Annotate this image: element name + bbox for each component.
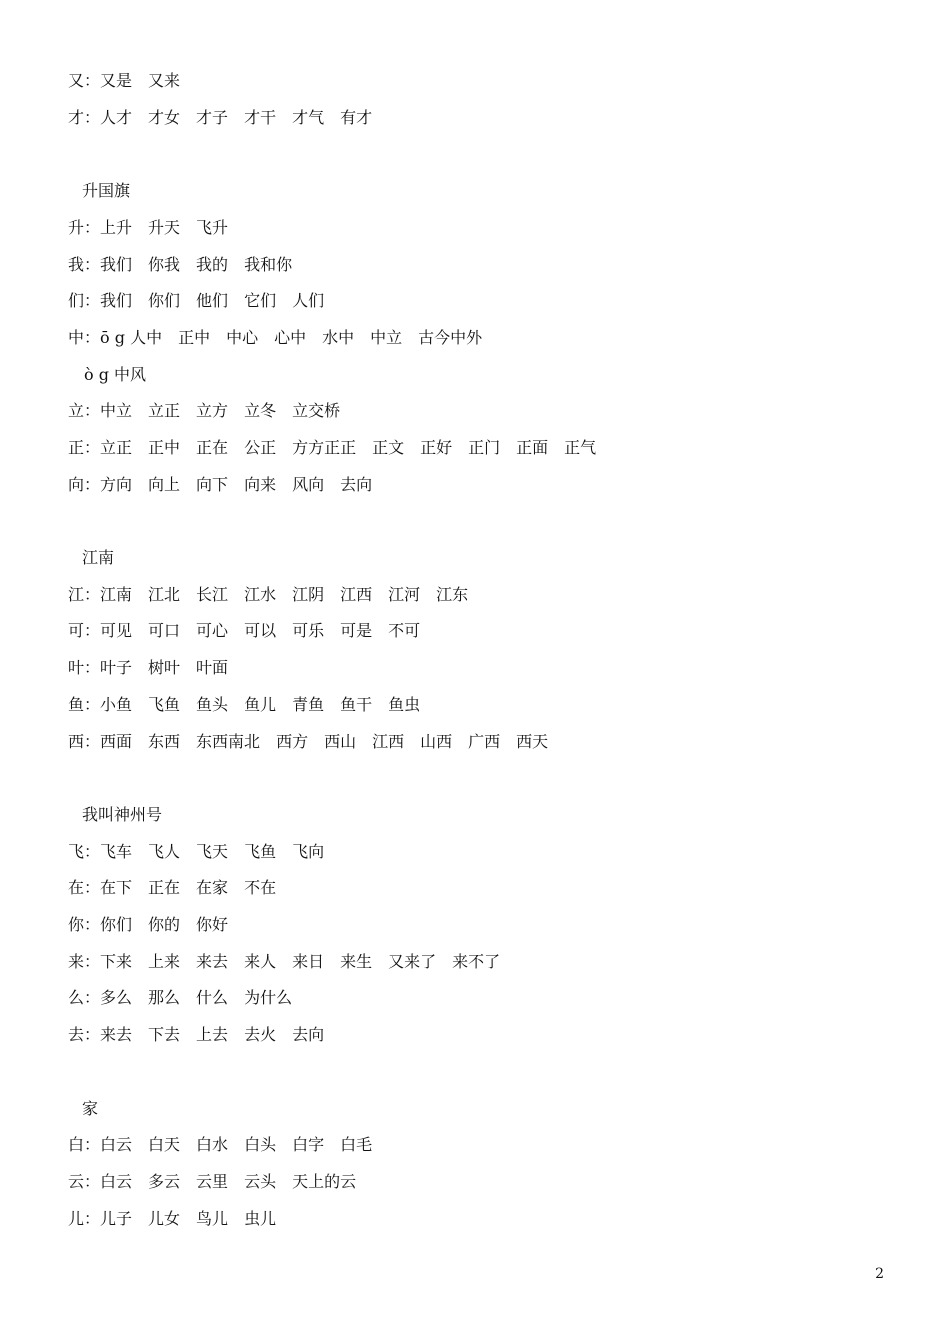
vocab-entry <box>68 1171 372 1193</box>
vocab-entry <box>68 254 308 276</box>
vocab-word: 上来 <box>148 952 181 971</box>
vocab-word: 江阴 <box>292 585 325 604</box>
entry-head-char: 么： <box>68 988 101 1007</box>
vocab-word: 飞向 <box>292 842 325 861</box>
vocab-word: 正中 <box>148 438 181 457</box>
vocab-word: 云头 <box>244 1172 277 1191</box>
vocab-word: 山西 <box>420 732 453 751</box>
vocab-word: 江水 <box>244 585 277 604</box>
page-number: 2 <box>875 1266 884 1282</box>
vocab-entry <box>68 914 244 936</box>
entry-head-char: 西： <box>68 732 101 751</box>
vocab-word: 立正 <box>100 438 133 457</box>
vocab-word: 飞鱼 <box>148 695 181 714</box>
vocab-entry <box>68 107 388 129</box>
vocab-word: 不可 <box>388 621 421 640</box>
vocab-word: 白水 <box>196 1135 229 1154</box>
vocab-word: 公正 <box>244 438 277 457</box>
entry-head-char: 向： <box>68 475 101 494</box>
vocab-word: 飞天 <box>196 842 229 861</box>
vocab-word: 树叶 <box>148 658 181 677</box>
vocab-entry <box>68 1134 388 1156</box>
vocab-word: 上去 <box>196 1025 229 1044</box>
vocab-word: 飞车 <box>100 842 133 861</box>
vocab-word: 儿子 <box>100 1209 133 1228</box>
vocab-word: 东西 <box>148 732 181 751</box>
vocab-word: 西天 <box>516 732 549 751</box>
vocab-entry <box>68 217 244 239</box>
entry-head-char: 才： <box>68 108 101 127</box>
vocab-entry <box>68 400 356 422</box>
vocab-word: 正气 <box>564 438 597 457</box>
vocab-word: 你好 <box>196 915 229 934</box>
vocab-word: 向下 <box>196 475 229 494</box>
vocab-word: 青鱼 <box>292 695 325 714</box>
vocab-word: 叶子 <box>100 658 133 677</box>
vocab-word: 去向 <box>340 475 373 494</box>
entry-head-char: 可： <box>68 621 101 640</box>
vocab-word: 向上 <box>148 475 181 494</box>
vocab-word: 鱼虫 <box>388 695 421 714</box>
vocab-word: 中立 <box>100 401 133 420</box>
vocab-word: 来生 <box>340 952 373 971</box>
vocab-entry <box>68 1208 292 1230</box>
vocab-word: 白天 <box>148 1135 181 1154</box>
vocab-word: 叶面 <box>196 658 229 677</box>
vocab-word: 我们 <box>100 291 133 310</box>
vocab-word: 虫儿 <box>244 1209 277 1228</box>
vocab-word: 鱼头 <box>196 695 229 714</box>
vocab-word: 你的 <box>148 915 181 934</box>
vocab-word: 来去 <box>100 1025 133 1044</box>
vocab-word: 才子 <box>196 108 229 127</box>
vocab-word: 鱼干 <box>340 695 373 714</box>
vocab-word: 东西南北 <box>196 732 261 751</box>
vocab-entry <box>68 694 436 716</box>
entry-head-char: 立： <box>68 401 101 420</box>
vocab-word: 儿女 <box>148 1209 181 1228</box>
vocab-word: 来日 <box>292 952 325 971</box>
entry-head-char: 儿： <box>68 1209 101 1228</box>
entry-head-char: 鱼： <box>68 695 101 714</box>
vocab-word: 飞升 <box>196 218 229 237</box>
vocab-word: 长江 <box>196 585 229 604</box>
entry-head-char: 们： <box>68 291 101 310</box>
vocab-word: 为什么 <box>244 988 293 1007</box>
vocab-entry <box>68 290 340 312</box>
vocab-word: 多云 <box>148 1172 181 1191</box>
vocab-word: 在下 <box>100 878 133 897</box>
vocab-word: 江西 <box>340 585 373 604</box>
lesson-heading: 我叫神州号 <box>82 805 163 824</box>
vocab-word: 可乐 <box>292 621 325 640</box>
vocab-entry <box>68 437 612 459</box>
vocab-word: 又是 <box>100 71 133 90</box>
vocab-entry <box>68 841 340 863</box>
entry-head-char: 正： <box>68 438 101 457</box>
vocab-word: 你们 <box>100 915 133 934</box>
vocab-entry <box>68 731 564 753</box>
vocab-word: 下来 <box>100 952 133 971</box>
vocab-word: 来不了 <box>452 952 501 971</box>
vocab-word: 有才 <box>340 108 373 127</box>
vocab-word: 才干 <box>244 108 277 127</box>
vocab-word: 它们 <box>244 291 277 310</box>
vocab-entry <box>68 987 308 1009</box>
entry-head-char: 飞： <box>68 842 101 861</box>
entry-head-char: 在： <box>68 878 101 897</box>
vocab-word: 你我 <box>148 255 181 274</box>
vocab-entry <box>68 584 484 606</box>
vocab-word: 心中 <box>274 328 307 347</box>
vocab-entry <box>68 1024 340 1046</box>
entry-head-char: 白： <box>68 1135 101 1154</box>
vocab-word: 他们 <box>196 291 229 310</box>
vocab-word: 升天 <box>148 218 181 237</box>
vocab-word: 来去 <box>196 952 229 971</box>
vocab-word: 西山 <box>324 732 357 751</box>
entry-head-char: 来： <box>68 952 101 971</box>
vocab-word: 正文 <box>372 438 405 457</box>
vocab-word: 江河 <box>388 585 421 604</box>
vocab-word: 去向 <box>292 1025 325 1044</box>
vocab-word: 正好 <box>420 438 453 457</box>
vocab-entry <box>68 620 436 642</box>
vocab-word: 才气 <box>292 108 325 127</box>
vocab-entry <box>68 474 388 496</box>
vocab-word: 正面 <box>516 438 549 457</box>
vocab-word: 鸟儿 <box>196 1209 229 1228</box>
vocab-word: 西面 <box>100 732 133 751</box>
vocab-word: 白云 <box>100 1172 133 1191</box>
vocab-word: 中心 <box>226 328 259 347</box>
vocab-word: 我的 <box>196 255 229 274</box>
entry-head-char: 去： <box>68 1025 101 1044</box>
vocab-word: 可见 <box>100 621 133 640</box>
vocab-word: 多么 <box>100 988 133 1007</box>
vocab-word: 立方 <box>196 401 229 420</box>
lesson-heading: 升国旗 <box>82 181 131 200</box>
vocab-word: 江南 <box>100 585 133 604</box>
vocab-word: 风向 <box>292 475 325 494</box>
entry-head-char: 又： <box>68 71 101 90</box>
vocab-word: 立正 <box>148 401 181 420</box>
vocab-word: 白字 <box>292 1135 325 1154</box>
vocab-word: 云里 <box>196 1172 229 1191</box>
vocab-word: 正在 <box>148 878 181 897</box>
vocab-word: 白毛 <box>340 1135 373 1154</box>
vocab-word: 飞鱼 <box>244 842 277 861</box>
vocab-word: 鱼儿 <box>244 695 277 714</box>
vocab-word: ō g 人中 <box>100 328 163 347</box>
vocab-word: 西方 <box>276 732 309 751</box>
vocab-word: 可是 <box>340 621 373 640</box>
vocab-word: 可以 <box>244 621 277 640</box>
entry-head-char: 升： <box>68 218 101 237</box>
vocab-word: 在家 <box>196 878 229 897</box>
vocab-word: 江西 <box>372 732 405 751</box>
vocab-word: 人们 <box>292 291 325 310</box>
vocab-word: 才女 <box>148 108 181 127</box>
vocab-word: 人才 <box>100 108 133 127</box>
entry-head-char: 你： <box>68 915 101 934</box>
vocab-word: 方向 <box>100 475 133 494</box>
vocab-word: 水中 <box>322 328 355 347</box>
vocab-word: 我和你 <box>244 255 293 274</box>
vocab-word: 古今中外 <box>418 328 483 347</box>
vocab-word: 可口 <box>148 621 181 640</box>
vocab-word: 飞人 <box>148 842 181 861</box>
vocab-entry <box>68 70 196 92</box>
vocab-word: 向来 <box>244 475 277 494</box>
vocab-word: 又来 <box>148 71 181 90</box>
vocab-word: 天上的云 <box>292 1172 357 1191</box>
entry-head-char: 叶： <box>68 658 101 677</box>
vocab-word: 上升 <box>100 218 133 237</box>
entry-continuation: ò g 中风 <box>84 365 147 384</box>
vocab-word: 那么 <box>148 988 181 1007</box>
lesson-heading: 江南 <box>82 548 115 567</box>
vocab-word: 中立 <box>370 328 403 347</box>
vocab-word: 来人 <box>244 952 277 971</box>
vocab-entry <box>68 951 516 973</box>
vocab-word: 江北 <box>148 585 181 604</box>
entry-head-char: 云： <box>68 1172 101 1191</box>
vocab-word: 我们 <box>100 255 133 274</box>
entry-head-char: 我： <box>68 255 101 274</box>
vocab-word: 立冬 <box>244 401 277 420</box>
entry-head-char: 江： <box>68 585 101 604</box>
vocab-word: 小鱼 <box>100 695 133 714</box>
vocab-word: 什么 <box>196 988 229 1007</box>
vocab-word: 白头 <box>244 1135 277 1154</box>
vocab-word: 不在 <box>244 878 277 897</box>
vocab-entry <box>68 327 498 349</box>
vocab-word: 立交桥 <box>292 401 341 420</box>
vocab-word: 去火 <box>244 1025 277 1044</box>
vocab-word: 方方正正 <box>292 438 357 457</box>
vocab-entry <box>68 877 292 899</box>
vocab-word: 正在 <box>196 438 229 457</box>
vocab-word: 广西 <box>468 732 501 751</box>
vocab-word: 可心 <box>196 621 229 640</box>
vocab-word: 江东 <box>436 585 469 604</box>
entry-head-char: 中： <box>68 328 101 347</box>
vocab-entry <box>68 657 244 679</box>
vocab-word: 你们 <box>148 291 181 310</box>
vocab-word: 白云 <box>100 1135 133 1154</box>
vocab-word: 正门 <box>468 438 501 457</box>
vocab-word: 又来了 <box>388 952 437 971</box>
vocab-word: 下去 <box>148 1025 181 1044</box>
vocab-word: 正中 <box>178 328 211 347</box>
lesson-heading: 家 <box>82 1099 99 1118</box>
